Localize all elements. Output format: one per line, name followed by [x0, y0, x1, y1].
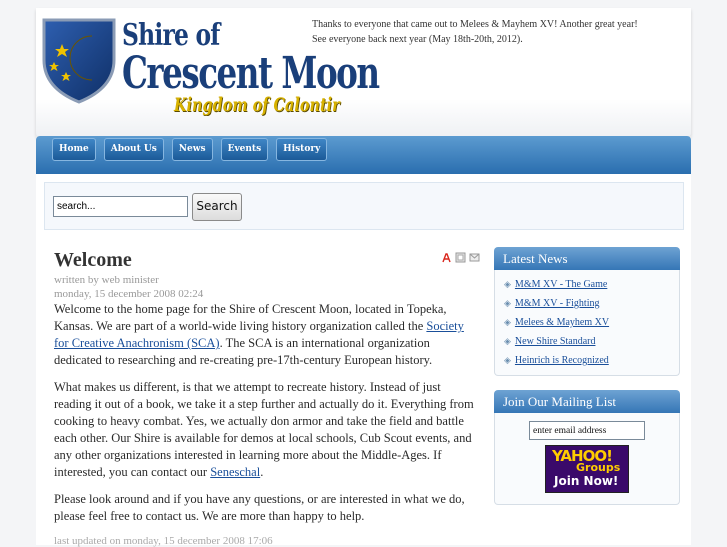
- mailing-list-module: [494, 390, 680, 505]
- site-header: [36, 8, 691, 139]
- article-date: monday, 15 december 2008 02:24: [54, 288, 204, 300]
- article-title: Welcome: [54, 249, 132, 271]
- main-nav: [52, 138, 327, 161]
- yahoo-logo-text: YAHOO!: [552, 447, 612, 465]
- latest-news-heading: Latest News: [494, 247, 680, 270]
- paragraph-2-text-a: What makes us different, is that we attempt to recreate history. Instead of just reading it out of a book, we take it a step further and actually do it. Everything from cooking to heavy combat. Yes, we actually don armor and take the field and battle each other. Our Shire is available for demos at local schools, Cub Scout events, and any other organizations interested in learning more about the Middle-Ages. If interested, you can contact our: [54, 380, 474, 479]
- paragraph-2: [54, 379, 480, 481]
- join-now-text: Join Now!: [554, 474, 619, 488]
- groups-text: Groups: [576, 461, 621, 474]
- announcement-line-2: See everyone back next year (May 18th-20th, 2012).: [312, 34, 523, 45]
- news-link[interactable]: Melees & Mayhem XV: [514, 317, 610, 328]
- list-item: [504, 294, 679, 313]
- list-item: [504, 332, 679, 351]
- yahoo-groups-join-button[interactable]: [545, 445, 629, 493]
- paragraph-1-text-a: Welcome to the home page for the Shire of Crescent Moon, located in Topeka, Kansas. We are part of a world-wide living history organization called the: [54, 302, 447, 333]
- mailing-list-heading: Join Our Mailing List: [494, 390, 680, 413]
- email-field[interactable]: [529, 421, 645, 440]
- latest-news-body: [494, 270, 680, 376]
- announcement: [312, 17, 682, 47]
- nav-news[interactable]: News: [172, 138, 213, 161]
- logo-text-shire-of: Shire of: [122, 18, 220, 53]
- list-item: [504, 313, 679, 332]
- paragraph-1: [54, 301, 480, 369]
- logo-text-crescent-moon: Crescent Moon: [122, 48, 379, 99]
- article-body: [54, 301, 480, 525]
- news-link[interactable]: M&M XV - Fighting: [514, 298, 600, 309]
- news-link[interactable]: M&M XV - The Game: [514, 279, 608, 290]
- paragraph-2-text-b: .: [260, 465, 264, 479]
- nav-home[interactable]: Home: [52, 138, 96, 161]
- mailing-list-body: [494, 413, 680, 505]
- nav-events[interactable]: Events: [221, 138, 269, 161]
- main-content: [54, 247, 480, 547]
- latest-news-module: [494, 247, 680, 376]
- paragraph-1-text-b: . The SCA is an international organization dedicated to researching and re-creating pre-17th-century European history.: [54, 336, 433, 367]
- article-author: written by web minister: [54, 274, 159, 286]
- list-item: [504, 275, 679, 294]
- search-input[interactable]: [53, 196, 188, 217]
- list-item: [504, 351, 679, 370]
- nav-about-us[interactable]: About Us: [104, 138, 164, 161]
- news-link[interactable]: New Shire Standard: [514, 336, 596, 347]
- seneschal-link[interactable]: Seneschal: [210, 465, 261, 479]
- announcement-line-1: Thanks to everyone that came out to Melees & Mayhem XV! Another great year!: [312, 19, 638, 30]
- sca-link[interactable]: Society for Creative Anachronism (SCA): [54, 319, 464, 350]
- nav-history[interactable]: History: [276, 138, 327, 161]
- search-button[interactable]: Search: [192, 193, 242, 221]
- shire-shield-logo-icon: [40, 14, 118, 104]
- news-link[interactable]: Heinrich is Recognized: [514, 355, 609, 366]
- last-updated: last updated on monday, 15 december 2008 17:06: [54, 535, 273, 547]
- paragraph-3: Please look around and if you have any questions, or are interested in what we do, please feel free to contact us. We are more than happy to help.: [54, 492, 465, 523]
- logo-text-kingdom: Kingdom of Calontir: [174, 94, 340, 116]
- news-list: [495, 270, 679, 375]
